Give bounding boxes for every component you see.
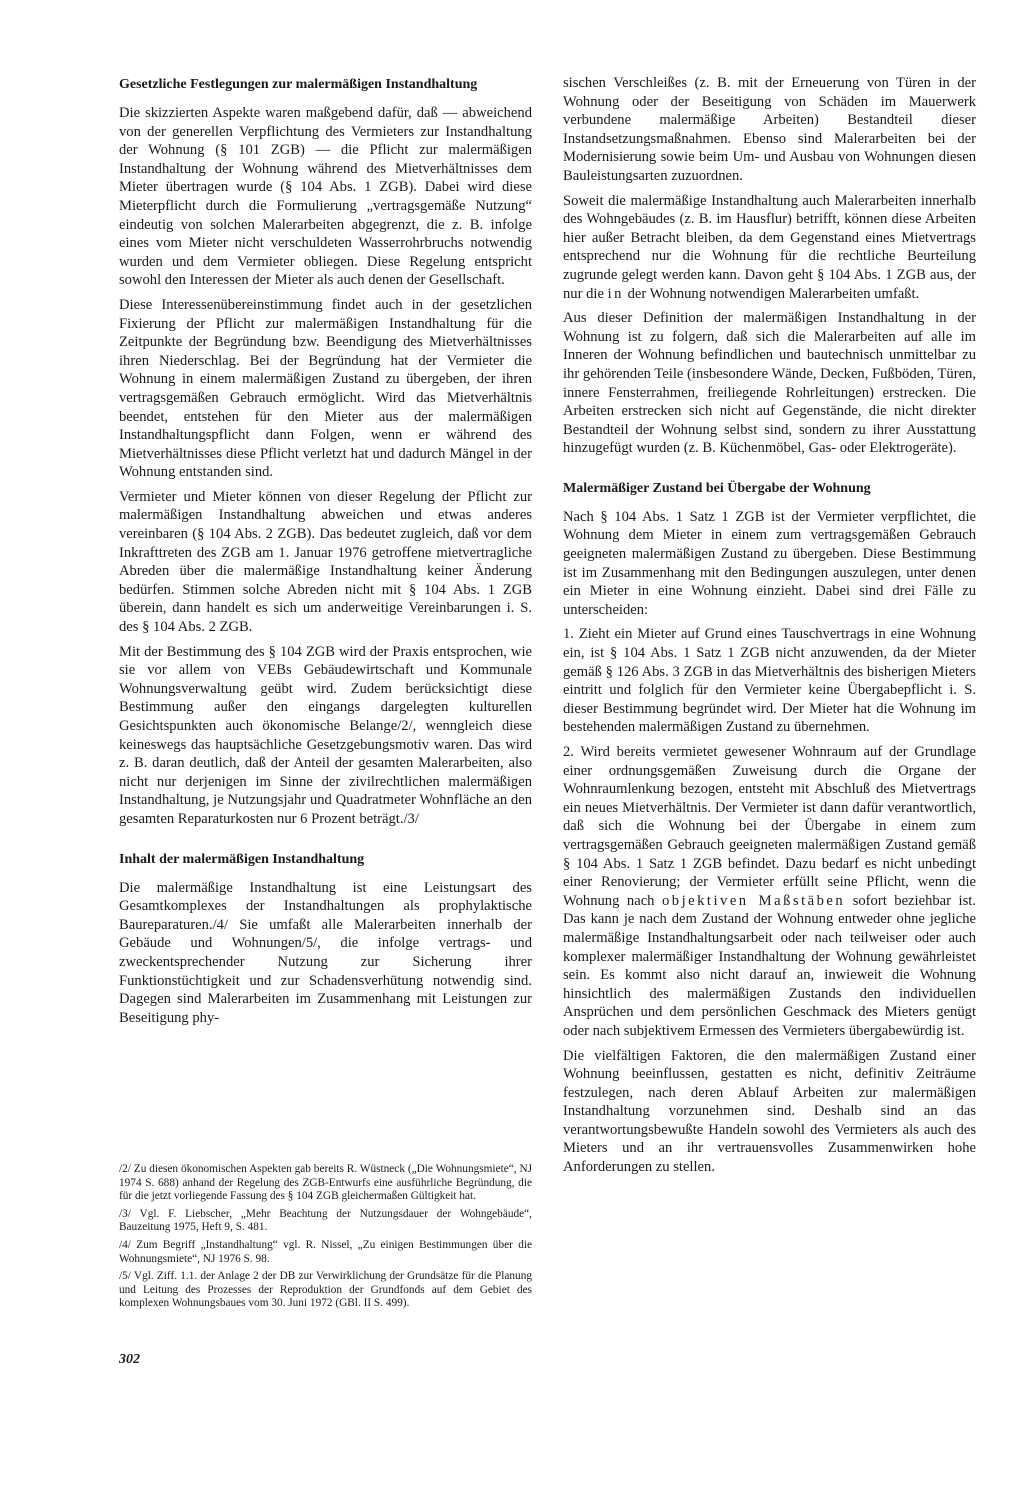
text-run: der Wohnung notwendigen Malerarbeiten umfaßt. <box>627 285 920 302</box>
footnote-4: /4/ Zum Begriff „Instandhaltung“ vgl. R. Nissel, „Zu einigen Bestimmungen über die Wohnungsmiete“, NJ 1976 S. 98. <box>119 1238 532 1265</box>
footnotes <box>119 1163 532 1315</box>
paragraph: sischen Verschleißes (z. B. mit der Erneuerung von Türen in der Wohnung oder der Beseitigung von Schäden im Mauerwerk verbundene malermäßige Arbeiten) Bestandteil dieser Instandsetzungsmaßnahmen. Ebenso sind Malerarbeiten bei der Modernisierung sowie beim Um- und Ausbau von Wohnungen diesen Bauleistungsarten zuzuordnen. <box>563 75 976 184</box>
paragraph: Die skizzierten Aspekte waren maßgebend dafür, daß — abweichend von der generellen Verpflichtung des Vermieters zur Instandhaltung der Wohnung (§ 101 ZGB) — die Pflicht zur malermäßigen Instandhaltung der Wohnung während des Mietverhältnisses dem Mieter übertragen wurde (§ 104 Abs. 1 ZGB). Dabei wird diese Mieterpflicht durch die Formulierung „vertragsgemäße Nutzung“ eindeutig von solchen Malerarbeiten abgegrenzt, die z. B. infolge eines vom Mieter nicht verschuldeten Wasserrohrbruchs notwendig wurden und dem Vermieter obliegen. Diese Regelung entspricht sowohl den Interessen der Mieter als auch denen der Gesellschaft. <box>119 105 532 289</box>
footnote-3: /3/ Vgl. F. Liebscher, „Mehr Beachtung der Nutzungsdauer der Wohngebäude“, Bauzeitung 1975, Heft 9, S. 481. <box>119 1207 532 1234</box>
paragraph: Die malermäßige Instandhaltung ist eine Leistungsart des Gesamtkomplexes der Instandhaltungen als prophylaktische Baureparaturen./4/ Sie umfaßt alle Malerarbeiten innerhalb der Gebäude und Wohnungen/5/, die infolge vertrags- und zweckentsprechender Nutzung zur Sicherung ihrer Funktionstüchtigkeit und zur Schadensverhütung notwendig sind. Dagegen sind Malerarbeiten im Zusammenhang mit Leistungen zur Beseitigung phy- <box>119 879 532 1026</box>
text-run: 2. Wird bereits vermietet gewesener Wohnraum auf der Grundlage einer ordnungsgemäßen Zuweisung durch die Organe der Wohnraumlenkung bezogen, entsteht mit Abschluß des Mietvertrags ein neues Mietverhältnis. Der Vermieter ist dann dafür verantwortlich, daß sich die Wohnung bei der Übergabe in einem zum vertragsgemäßen Gebrauch geeigneten malermäßigen Zustand gemäß § 104 Abs. 1 Satz 1 ZGB befindet. Dazu bedarf es nicht unbedingt einer Renovierung; der Vermieter erfüllt seine Pflicht, wenn die Wohnung nach <box>563 744 976 909</box>
paragraph <box>563 192 976 304</box>
paragraph: 1. Zieht ein Mieter auf Grund eines Tauschvertrags in eine Wohnung ein, ist § 104 Abs. 1 Satz 1 ZGB nicht anzuwenden, da der Mieter gemäß § 126 Abs. 3 ZGB in das Mietverhältnis des bisherigen Mieters eintritt und folglich für den Vermieter keine Übergabepflicht i. S. dieser Bestimmung begründet wird. Der Mieter hat die Wohnung im bestehenden malermäßigen Zustand zu übernehmen. <box>563 626 976 736</box>
section-heading-content: Inhalt der malermäßigen Instandhaltung <box>119 851 365 867</box>
section-heading-handover: Malermäßiger Zustand bei Übergabe der Wohnung <box>563 480 871 496</box>
page-number: 302 <box>119 1352 140 1367</box>
section-heading-statutory: Gesetzliche Festlegungen zur malermäßigen Instandhaltung <box>119 77 478 92</box>
paragraph: Mit der Bestimmung des § 104 ZGB wird der Praxis entsprochen, wie sie vor allem von VEBs Gebäudewirtschaft und Kommunale Wohnungsverwaltung geübt wird. Zudem berücksichtigt diese Bestimmung außer den eingangs dargelegten kulturellen Gesichtspunkten auch ökonomische Belange/2/, wenngleich diese keineswegs das hauptsächliche Gesetzgebungsmotiv waren. Das wird z. B. daran deutlich, daß der Anteil der gesamten Malerarbeiten, also nicht nur derjenigen im Sinne der zivilrechtlichen malermäßigen Instandhaltung, je Nutzungsjahr und Quadratmeter Wohnfläche an den gesamten Reparaturkosten nur 6 Prozent beträgt./3/ <box>119 643 532 827</box>
right-column <box>563 74 976 1183</box>
paragraph: Die vielfältigen Faktoren, die den malermäßigen Zustand einer Wohnung beeinflussen, gestatten es nicht, definitiv Zeiträume festzulegen, nach deren Ablauf Arbeiten zur malermäßigen Instandhaltung vorzunehmen sind. Deshalb sind an das verantwortungsbewußte Handeln sowohl des Vermieters als auch des Mieters und an ihr vertrauensvolles Zusammenwirken hohe Anforderungen zu stellen. <box>563 1047 976 1176</box>
spaced-emphasis: in <box>607 285 624 302</box>
paragraph: Aus dieser Definition der malermäßigen Instandhaltung in der Wohnung ist zu folgern, daß sich die Malerarbeiten auf alle im Inneren der Wohnung befindlichen und bautechnisch unmittelbar zu ihr gehörenden Teile (insbesondere Wände, Decken, Fußböden, Türen, innere Fensterrahmen, freiliegende Rohrleitungen) erstrecken. Die Arbeiten erstrecken sich nicht auf Gegenstände, die nicht direkter Bestandteil der Wohnung selbst sind, sondern zu ihrer Ausstattung hinzugefügt wurden (z. B. Küchenmöbel, Gas- oder Elektrogeräte). <box>563 310 976 457</box>
paragraph <box>563 743 976 1041</box>
left-column <box>119 76 532 1033</box>
paragraph: Vermieter und Mieter können von dieser Regelung der Pflicht zur malermäßigen Instandhaltung abweichen und etwas anderes vereinbaren (§ 104 Abs. 2 ZGB). Das bedeutet zugleich, daß vor dem Inkrafttreten des ZGB am 1. Januar 1976 getroffene mietvertragliche Abreden über die malermäßige Instandhaltung keiner Änderung bedürfen. Stimmen solche Abreden nicht mit § 104 Abs. 1 ZGB überein, dann handelt es sich um anderweitige Vereinbarungen i. S. des § 104 Abs. 2 ZGB. <box>119 488 532 636</box>
text-run: Soweit die malermäßige Instandhaltung auch Malerarbeiten innerhalb des Wohngebäudes (z. B. im Hausflur) betrifft, können diese Arbeiten hier außer Betracht bleiben, da dem Gegenstand eines Mietvertrags entsprechend nur die Wohnung für die rechtliche Beurteilung zugrunde gelegt werden kann. Davon geht § 104 Abs. 1 ZGB aus, der nur die <box>563 192 976 302</box>
spaced-emphasis: objektiven Maßstäben <box>662 892 846 909</box>
paragraph: Nach § 104 Abs. 1 Satz 1 ZGB ist der Vermieter verpflichtet, die Wohnung dem Mieter in einem zum vertragsgemäßen Gebrauch geeigneten malermäßigen Zustand zu übergeben. Diese Bestimmung ist im Zusammenhang mit den Bedingungen auszulegen, unter denen ein Mieter in eine Wohnung einzieht. Dabei sind drei Fälle zu unterscheiden: <box>563 508 976 618</box>
footnote-2: /2/ Zu diesen ökonomischen Aspekten gab bereits R. Wüstneck („Die Wohnungsmiete“, NJ 1974 S. 688) anhand der Regelung des ZGB-Entwurfs eine ausführliche Begründung, die für die jetzt vorliegende Fassung des § 104 ZGB gleichermaßen Gültigkeit hat. <box>119 1163 532 1203</box>
text-run: sofort beziehbar ist. Das kann je nach dem Zustand der Wohnung entweder ohne jegliche malermäßige Instandhaltungsarbeit oder nach teilweiser oder auch komplexer malermäßiger Instandhaltung der Wohnung gewährleistet sein. Es kommt also nicht darauf an, inwieweit die Wohnung hinsichtlich des malermäßigen Zustands den individuellen Ansprüchen und dem persönlichen Geschmack des Mieters genügt oder nach subjektivem Ermessen des Vermieters übergabewürdig ist. <box>563 892 976 1039</box>
paragraph: Diese Interessenübereinstimmung findet auch in der gesetzlichen Fixierung der Pflicht zur malermäßigen Instandhaltung für die Zeitpunkte der Begründung bzw. Beendigung des Mietverhältnisses ihren Niederschlag. Bei der Begründung hat der Vermieter die Wohnung in einem malermäßigen Zustand zu übergeben, der ihren vertragsgemäßen Gebrauch ermöglicht. Wird das Mietverhältnis beendet, entstehen für den Mieter aus der malermäßigen Instandhaltungspflicht dann Folgen, wenn er während des Mietverhältnisses diese Pflicht verletzt hat und dadurch Mängel in der Wohnung entstanden sind. <box>119 296 532 481</box>
footnote-5: /5/ Vgl. Ziff. 1.1. der Anlage 2 der DB zur Verwirklichung der Grundsätze für die Planung und Leitung des Prozesses der Reproduktion der Grundfonds auf dem Gebiet des komplexen Wohnungsbaues vom 30. Juni 1972 (GBl. II S. 499). <box>119 1270 532 1310</box>
